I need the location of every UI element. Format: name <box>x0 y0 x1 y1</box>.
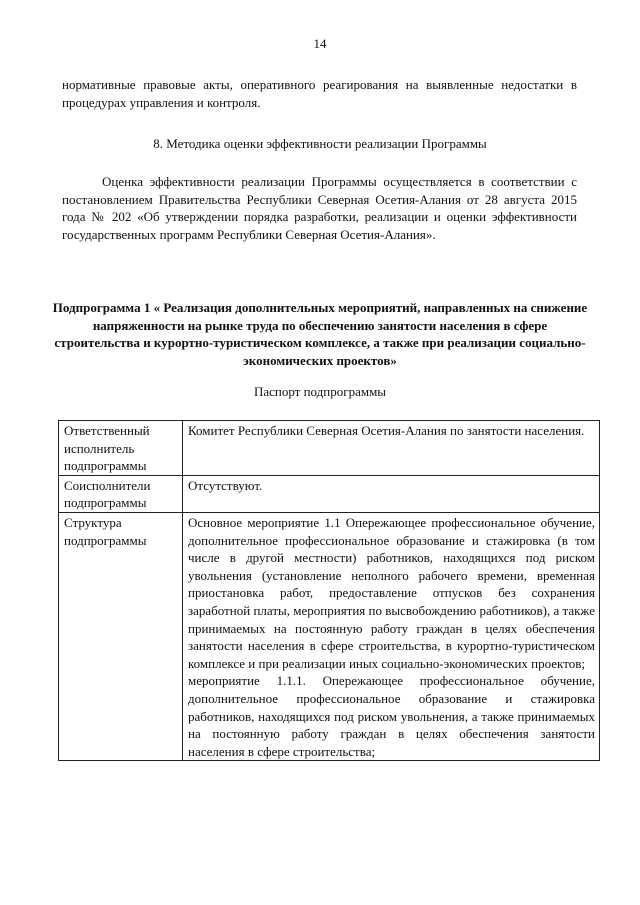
table-label-cell: Соисполнители подпрограммы <box>59 475 183 512</box>
table-row <box>59 475 600 512</box>
method-paragraph: Оценка эффективности реализации Программы осуществляется в соответствии с постановлением Правительства Республики Северная Осетия-Алания от 28 августа 2015 года № 202 «Об утверждении порядка разработки, реализации и оценки эффективности государственных программ Республики Северная Осетия-Алания». <box>62 174 577 242</box>
structure-item: мероприятие 1.1.1. Опережающее профессиональное обучение, дополнительное профессиональное образование и стажировка работников, находящихся под риском увольнения, а также принимаемых на постоянную работу граждан в целях обеспечения занятости населения в сфере строительства; <box>188 673 595 759</box>
table-label-cell: Структура подпрограммы <box>59 512 183 760</box>
page-number: 14 <box>313 36 327 51</box>
structure-item: Основное мероприятие 1.1 Опережающее профессиональное обучение, дополнительное профессиональное образование и стажировка (в том числе в другой местности) работников, находящихся под риском увольнения (установление неполного рабочего времени, временная приостановка работ, предоставление отпусков без сохранения заработной платы, мероприятия по высвобождению работников), а также принимаемых на постоянную работу граждан в целях обеспечения занятости населения в сфере строительства, в курортно-туристическом комплексе и при реализации иных социально-экономических проектов; <box>188 514 595 671</box>
table-row <box>59 512 600 760</box>
table-value-cell: Отсутствуют. <box>183 475 600 512</box>
table-label-cell: Ответственный исполнитель подпрограммы <box>59 421 183 476</box>
passport-title: Паспорт подпрограммы <box>253 384 387 399</box>
table-value-cell <box>183 512 600 760</box>
passport-table <box>58 420 600 761</box>
section-heading: 8. Методика оценки эффективности реализации Программы <box>153 136 487 151</box>
table-row <box>59 421 600 476</box>
intro-paragraph: нормативные правовые акты, оперативного реагирования на выявленные недостатки в процедурах управления и контроля. <box>62 77 577 110</box>
subprogram-title: Подпрограмма 1 « Реализация дополнительных мероприятий, направленных на снижение напряженности на рынке труда по обеспечению занятости населения в сфере строительства и курортно-туристическом комплексе, а также при реализации социально-экономических проектов» <box>52 300 588 368</box>
table-value-cell: Комитет Республики Северная Осетия-Алания по занятости населения. <box>183 421 600 476</box>
